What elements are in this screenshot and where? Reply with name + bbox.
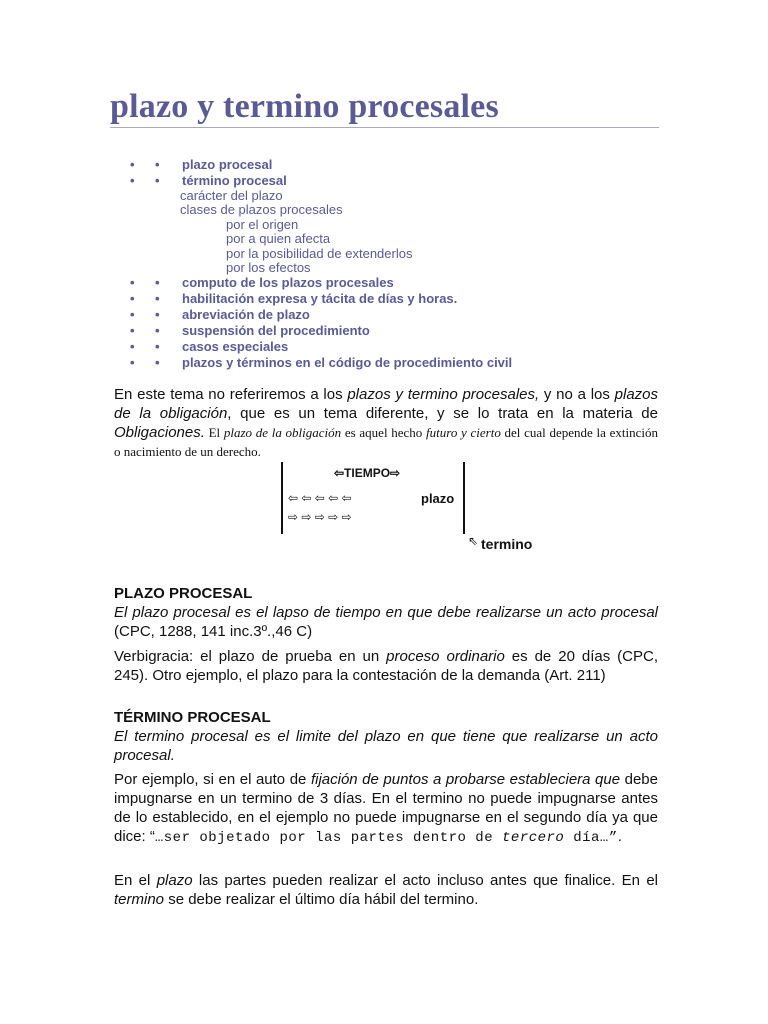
intro-text: y no a los bbox=[539, 386, 615, 403]
plazo-procesal-definition bbox=[114, 603, 658, 641]
bullet: • bbox=[155, 307, 160, 323]
intro-text: , que es un tema diferente, y se lo trata en la materia de bbox=[227, 405, 658, 422]
toc-item-label: plazo procesal bbox=[182, 157, 273, 172]
diagram-right-bar bbox=[463, 462, 465, 534]
toc-subitem: carácter del plazo bbox=[180, 188, 283, 203]
termino-procesal-heading: TÉRMINO PROCESAL bbox=[114, 709, 271, 726]
intro-text: plazos y termino procesales, bbox=[347, 386, 540, 403]
bullet: • bbox=[155, 355, 160, 371]
toc-item-label: habilitación expresa y tácita de días y horas. bbox=[182, 291, 458, 307]
quoted-text: …ser objetado por las partes dentro de bbox=[154, 830, 503, 846]
toc-item-label: computo de los plazos procesales bbox=[182, 275, 394, 291]
bullet: • bbox=[155, 173, 160, 188]
closing-text: las partes pueden realizar el acto incluso antes que finalice. En el bbox=[192, 872, 659, 889]
intro-text: En este tema no referiremos a los bbox=[114, 386, 348, 403]
tiempo-label: ⇦TIEMPO⇨ bbox=[334, 466, 401, 480]
intro-text: Obligaciones. bbox=[114, 424, 205, 441]
intro-text: plazo de la obligación bbox=[223, 425, 342, 440]
bullet: • bbox=[130, 323, 135, 339]
termino-procesal-example bbox=[114, 770, 658, 848]
example-text: . bbox=[617, 828, 622, 845]
toc-subsubitem: por a quien afecta bbox=[226, 231, 331, 247]
plazo-label: plazo bbox=[421, 491, 455, 506]
example-text: es de 20 días (CPC, 245). Otro ejemplo, el plazo para la contestación de la demanda (Art. 211) bbox=[114, 648, 658, 684]
termino-procesal-definition bbox=[114, 727, 658, 765]
closing-text: se debe realizar el último día hábil del termino. bbox=[164, 891, 479, 908]
bullet: • bbox=[130, 157, 135, 172]
toc-item bbox=[130, 157, 690, 173]
termino-arrow-icon: ⇖ bbox=[468, 534, 479, 548]
plazo-procesal-example bbox=[114, 647, 658, 685]
closing-text: En el bbox=[114, 872, 157, 889]
intro-text: plazos de la obligación bbox=[114, 386, 658, 422]
toc-item-label: término procesal bbox=[182, 173, 287, 188]
bullet: • bbox=[130, 339, 135, 355]
definition-ref: (CPC, 1288, 141 inc.3º.,46 C) bbox=[114, 623, 313, 640]
termino-procesal-closing bbox=[114, 871, 658, 909]
toc-item bbox=[130, 173, 690, 189]
bullet: • bbox=[130, 291, 135, 307]
toc-item-label: plazos y términos en el código de procedimiento civil bbox=[182, 355, 513, 371]
plazo-diagram bbox=[280, 462, 560, 562]
diagram-left-bar bbox=[281, 462, 283, 534]
bullet: • bbox=[130, 173, 135, 188]
toc-subitem: clases de plazos procesales bbox=[180, 202, 343, 218]
title-underline bbox=[110, 127, 659, 128]
bullet: • bbox=[155, 275, 160, 291]
toc-item-label: abreviación de plazo bbox=[182, 307, 310, 323]
intro-text: futuro y cierto bbox=[426, 425, 501, 440]
example-text: debe impugnarse en un termino de 3 días. En el termino no puede impugnarse antes de lo establecido, en el ejemplo no puede impugnarse en el segundo día ya que dice: “ bbox=[114, 771, 658, 845]
toc-item bbox=[130, 323, 690, 339]
bullet: • bbox=[155, 339, 160, 355]
quoted-text: día…” bbox=[564, 830, 618, 846]
plazo-procesal-heading: PLAZO PROCESAL bbox=[114, 585, 253, 602]
closing-text: termino bbox=[114, 891, 165, 908]
right-arrows: ⇨ ⇨ ⇨ ⇨ ⇨ bbox=[288, 510, 352, 524]
toc-item bbox=[130, 307, 690, 323]
bullet: • bbox=[130, 275, 135, 291]
left-arrows: ⇦ ⇦ ⇦ ⇦ ⇦ bbox=[288, 491, 352, 505]
quoted-text: tercero bbox=[502, 830, 565, 846]
bullet: • bbox=[155, 157, 160, 172]
example-text: Verbigracia: el plazo de prueba en un bbox=[114, 648, 387, 665]
toc-item bbox=[130, 355, 690, 371]
definition-text: El plazo procesal es el lapso de tiempo en que debe realizarse un acto procesal bbox=[114, 604, 658, 621]
table-of-contents bbox=[130, 157, 690, 371]
toc-item-label: suspensión del procedimiento bbox=[182, 323, 370, 339]
bullet: • bbox=[130, 355, 135, 371]
intro-text: del cual depende la extinción o nacimiento de un derecho. bbox=[114, 425, 658, 459]
intro-paragraph bbox=[114, 385, 658, 461]
toc-subsubitem: por la posibilidad de extenderlos bbox=[226, 245, 413, 261]
bullet: • bbox=[130, 307, 135, 323]
termino-label: termino bbox=[481, 536, 533, 552]
page-title: plazo y termino procesales bbox=[110, 88, 499, 125]
toc-item bbox=[130, 291, 690, 307]
bullet: • bbox=[155, 291, 160, 307]
bullet: • bbox=[155, 323, 160, 339]
toc-item bbox=[130, 275, 690, 291]
toc-subsubitem: por el origen bbox=[226, 216, 299, 232]
toc-item-label: casos especiales bbox=[182, 339, 289, 355]
closing-text: plazo bbox=[156, 872, 193, 889]
toc-subsubitem: por los efectos bbox=[226, 260, 311, 276]
definition-text: El termino procesal es el limite del plazo en que tiene que realizarse un acto procesal. bbox=[114, 728, 658, 764]
example-text: fijación de puntos a probarse estableciera que bbox=[310, 771, 621, 788]
example-text: proceso ordinario bbox=[386, 648, 505, 665]
intro-text: es aquel hecho bbox=[341, 425, 427, 440]
intro-text: El bbox=[204, 425, 224, 440]
toc-item bbox=[130, 339, 690, 355]
example-text: Por ejemplo, si en el auto de bbox=[114, 771, 311, 788]
